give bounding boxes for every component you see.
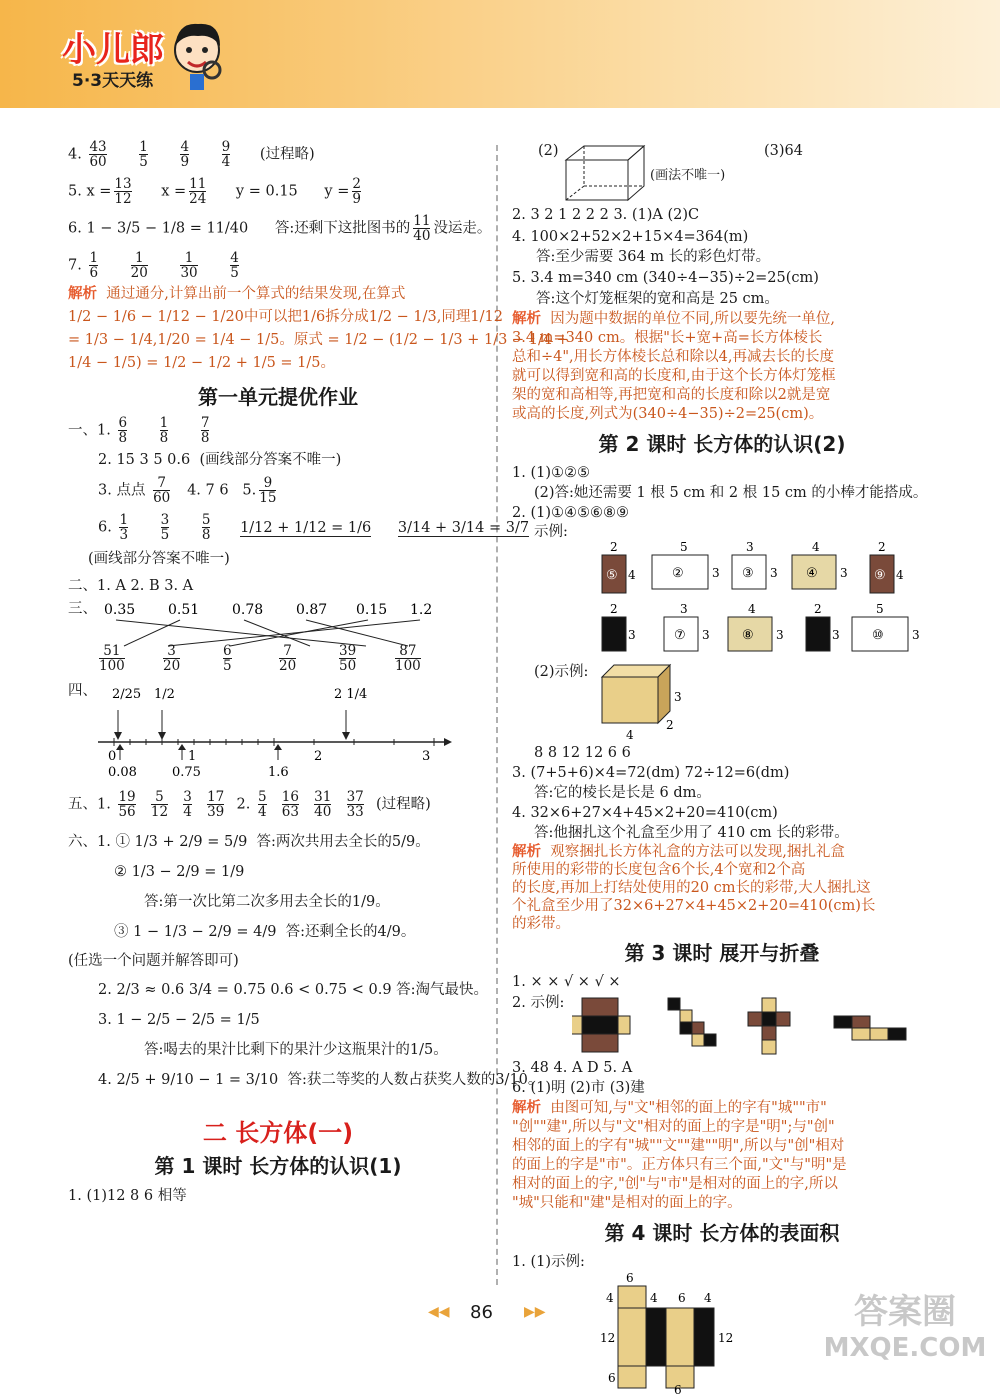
svg-text:2: 2 xyxy=(814,602,822,616)
match-bottom-1: $\frac{3}{20}$ xyxy=(163,643,181,674)
svg-text:3: 3 xyxy=(712,566,720,580)
svg-text:⑧: ⑧ xyxy=(742,628,754,643)
r-q5-answer: 答:这个灯笼框架的宽和高是 25 cm。 xyxy=(536,291,779,307)
match-bottom-0: $\frac{51}{100}$ xyxy=(99,643,125,674)
answer-6: 6. 1 − 3/5 − 1/8 = 11/40 答:还剩下这批图书的 $\frac{11}{40}$ 没运走。 xyxy=(68,213,492,244)
nl-axis-2: 2 xyxy=(314,749,323,764)
svg-text:3: 3 xyxy=(840,566,848,580)
l3-q6: 6. (1)明 (2)市 (3)建 xyxy=(512,1080,645,1096)
l2-q4-answer: 答:他捆扎这个礼盒至少用了 410 cm 长的彩带。 xyxy=(534,825,849,841)
face-9 xyxy=(870,541,904,593)
unit1-q3: 3. 点点 $\frac{7}{60}$ 4. 7 6 5. $\frac{9}{15}$ xyxy=(98,475,277,506)
nl-axis-0: 0 xyxy=(108,749,117,764)
l2-q4: 4. 32×6+27×4+45×2+20=410(cm) xyxy=(512,805,778,821)
svg-text:3: 3 xyxy=(832,628,840,642)
brand-logo: 小儿郎 xyxy=(62,30,164,70)
lesson1-q1: 1. (1)12 8 6 相等 xyxy=(68,1188,187,1204)
svg-text:3: 3 xyxy=(680,602,688,616)
nl-below-1: 0.75 xyxy=(172,765,201,780)
answer-7: 7. $\frac{1}{6}$ $\frac{1}{20}$ $\frac{1}{30}$ $\frac{4}{5}$ xyxy=(68,250,239,281)
svg-text:4: 4 xyxy=(896,568,904,582)
section-title-unit2: 二 长方体(一) xyxy=(202,1119,354,1147)
svg-text:4: 4 xyxy=(628,568,636,582)
prev-page-icon: ◀◀ xyxy=(428,1304,450,1320)
svg-text:12: 12 xyxy=(718,1331,734,1345)
face-8 xyxy=(728,602,784,651)
svg-text:2: 2 xyxy=(610,602,618,616)
l2-q3-answer: 答:它的棱长是长是 6 dm。 xyxy=(534,785,711,801)
l3-q3: 3. 48 4. A D 5. A xyxy=(512,1060,633,1076)
l3-analysis: 解析 由图可知,与"文"相邻的面上的字有"城""市" "创""建",所以与"文"相对的面上的字是"明";与"创" 相邻的面上的字有"城""文""建""明",所以与"创"相对 的面上的字是"市"。正方体只有三个面,"文"与"明"是 相对的面上的字,"创"与"市"是相对的面上的字,所以 "城"只能和"建"是相对的面上的字。 xyxy=(512,1099,847,1211)
unit1-q1: 一、1. $\frac{6}{8}$ $\frac{1}{8}$ $\frac{7}{8}$ xyxy=(68,415,210,446)
svg-text:4: 4 xyxy=(626,728,634,742)
match-top-1: 0.51 xyxy=(168,602,200,618)
cuboid-icon xyxy=(564,144,654,204)
l2-q2: 2. (1)①④⑤⑥⑧⑨ xyxy=(512,505,629,521)
r-q4: 4. 100×2+52×2+15×4=364(m) xyxy=(512,229,749,245)
cube-nets xyxy=(572,994,932,1060)
svg-text:4: 4 xyxy=(704,1291,712,1305)
analysis-block: 解析 通过通分,计算出前一个算式的结果发现,在算式 1/2 − 1/6 − 1/12 − 1/20中可以把1/6拆分成1/2 − 1/3,同理1/12 = 1/3 − 1/4,1/20 = 1/4 − 1/5。原式 = 1/2 − (1/2 − 1/3 + 1/3 − 1/4 + 1/4 − 1/5) = 1/2 − 1/2 + 1/5 = 1/5。 xyxy=(68,285,569,371)
right-column xyxy=(512,140,932,1394)
svg-text:5: 5 xyxy=(680,541,688,554)
l2-q1: 1. (1)①②⑤ xyxy=(512,465,590,481)
lesson4-title: 第 4 课时 长方体的表面积 xyxy=(604,1221,840,1245)
svg-text:②: ② xyxy=(672,566,684,581)
match-top-4: 0.15 xyxy=(356,602,388,618)
r-q2: 2. 3 2 1 2 2 2 3. (1)A (2)C xyxy=(512,207,700,223)
matching-section: 三、 0.35 0.51 0.78 0.87 0.15 1.2 $\frac{51}{100}$ $\frac{3}{20}$ $\frac{6}{5}$ $\frac{7}{20}$ $\frac{39}{50}$ $\frac{87}{100}$ xyxy=(68,598,488,676)
svg-text:3: 3 xyxy=(776,628,784,642)
match-bottom-5: $\frac{87}{100}$ xyxy=(395,643,421,674)
page-header xyxy=(0,0,1000,108)
nl-above-2: 2 1/4 xyxy=(334,687,368,702)
unit1-section5: 五、1. $\frac{19}{56}$ $\frac{5}{12}$ $\frac{3}{4}$ $\frac{17}{39}$ 2. $\frac{5}{4}$ $\frac{16}{63}$ $\frac{31}{40}$ $\frac{37}{33}$ (过程略) xyxy=(68,789,431,820)
svg-text:6: 6 xyxy=(674,1383,682,1394)
face-7 xyxy=(664,602,710,651)
match-bottom-3: $\frac{7}{20}$ xyxy=(279,643,297,674)
svg-text:⑩: ⑩ xyxy=(872,628,884,643)
l4-q1: 1. (1)示例: xyxy=(512,1254,585,1270)
face-5 xyxy=(602,541,636,593)
fraction: $\frac{43}{60}$ xyxy=(89,139,107,170)
l2-q1b: (2)答:她还需要 1 根 5 cm 和 2 根 15 cm 的小棒才能搭成。 xyxy=(534,485,928,501)
r-q5-analysis: 解析 因为题中数据的单位不同,所以要先统一单位, 3.4 m=340 cm。根据"长+宽+高=长方体棱长 总和÷4",用长方体棱长总和除以4,再减去长的长度 就可以得到宽和高的长度和,由于这个长方体灯笼框 架的宽和高相等,再把宽和高的长度和除以2就是宽 或高的长度,列式为(340÷4−35)÷2=25(cm)。 xyxy=(512,310,836,422)
number-line-section: 四、 2/25 1/2 2 1/4 0 1 2 3 0.08 0.75 1.6 xyxy=(68,680,488,780)
unit1-q2: 2. 15 3 5 0.6 (画线部分答案不唯一) xyxy=(98,452,342,468)
answer-4: 4. $\frac{43}{60}$ $\frac{1}{5}$ $\frac{4}{9}$ $\frac{9}{4}$ (过程略) xyxy=(68,139,315,170)
r-q5: 5. 3.4 m=340 cm (340÷4−35)÷2=25(cm) xyxy=(512,270,819,286)
number-line xyxy=(88,680,468,780)
face-3 xyxy=(732,541,778,589)
lesson3-title: 第 3 课时 展开与折叠 xyxy=(624,941,820,965)
brand-subtitle: 5·3天天练 xyxy=(72,71,154,91)
l2-q2b-row: (2)示例: 3 2 4 xyxy=(512,661,932,743)
mascot-icon xyxy=(168,16,226,92)
match-top-2: 0.78 xyxy=(232,602,264,618)
svg-text:3: 3 xyxy=(912,628,920,642)
fraction: $\frac{1}{5}$ xyxy=(139,139,148,170)
svg-text:6: 6 xyxy=(608,1371,616,1385)
section-title-unit1: 第一单元提优作业 xyxy=(198,385,358,409)
svg-text:12: 12 xyxy=(600,1331,616,1345)
faces-diagram xyxy=(512,541,932,661)
svg-text:⑨: ⑨ xyxy=(874,568,886,583)
l2-nums: 8 8 12 12 6 6 xyxy=(534,745,631,761)
lesson2-title: 第 2 课时 长方体的认识(2) xyxy=(598,432,846,456)
nl-below-0: 0.08 xyxy=(108,765,137,780)
l3-q2-row: 2. 示例: xyxy=(512,992,932,1058)
face-2 xyxy=(652,541,720,589)
svg-text:4: 4 xyxy=(748,602,756,616)
unit1-note: (画线部分答案不唯一) xyxy=(88,551,230,567)
face-4 xyxy=(792,541,848,589)
svg-text:③: ③ xyxy=(742,566,754,581)
l2-example: 示例: xyxy=(534,524,568,540)
svg-text:4: 4 xyxy=(606,1291,614,1305)
unit1-section6: 六、1. ① 1/3 + 2/9 = 5/9 答:两次共用去全长的5/9。 ② 1/3 − 2/9 = 1/9 答:第一次比第二次多用去全长的1/9。 ③ 1 − 1/3 − 2/9 = 4/9 答:还剩全长的4/9。 (任选一个问题并解答即可) 2. 2/3 ≈ 0.6 3/4 = 0.75 0.6 < 0.75 < 0.9 答:淘气最快。 3. 1 − 2/5 − 2/5 = 1/5 答:喝去的果汁比剩下的果汁少这瓶果汁的1/5。 4. 2/5 + 9/10 − 1 = 3/10 答:获二等奖的人数占获奖人数的3/10。 xyxy=(68,834,543,1088)
match-top-0: 0.35 xyxy=(104,602,136,618)
match-top-3: 0.87 xyxy=(296,602,328,618)
svg-text:3: 3 xyxy=(674,690,682,704)
svg-text:4: 4 xyxy=(812,541,820,554)
match-bottom-4: $\frac{39}{50}$ xyxy=(339,643,357,674)
svg-text:6: 6 xyxy=(626,1272,634,1285)
svg-text:2: 2 xyxy=(610,541,618,554)
nl-above-1: 1/2 xyxy=(154,687,175,702)
nl-axis-1: 1 xyxy=(188,749,197,764)
svg-text:4: 4 xyxy=(650,1291,658,1305)
answer-5: 5. x = $\frac{13}{12}$ x = $\frac{11}{24}$ y = 0.15 y = $\frac{2}{9}$ xyxy=(68,176,361,207)
l2-q3: 3. (7+5+6)×4=72(dm) 72÷12=6(dm) xyxy=(512,765,790,781)
match-bottom-2: $\frac{6}{5}$ xyxy=(223,643,232,674)
l2-analysis: 解析 观察捆扎长方体礼盒的方法可以发现,捆扎礼盒 所使用的彩带的长度包含6个长,4个宽和2个高 的长度,再加上打结处使用的20 cm长的彩带,大人捆扎这 个礼盒至少用了32×6+27×4+45×2+20=410(cm)长 的彩带。 xyxy=(512,843,876,932)
watermark: 答案圈 MXQE.COM xyxy=(823,1292,987,1363)
page-number: 86 xyxy=(470,1302,493,1323)
svg-text:5: 5 xyxy=(876,602,884,616)
nl-axis-3: 3 xyxy=(422,749,431,764)
svg-text:6: 6 xyxy=(678,1291,686,1305)
unit1-q6: 6. $\frac{1}{3}$ $\frac{3}{5}$ $\frac{5}{8}$ 1/12 + 1/12 = 1/6 3/14 + 3/14 = 3/7 xyxy=(98,512,530,543)
svg-text:3: 3 xyxy=(628,628,636,642)
nl-below-2: 1.6 xyxy=(268,765,289,780)
svg-text:⑤: ⑤ xyxy=(606,568,618,583)
unit1-section2: 二、1. A 2. B 3. A xyxy=(68,578,194,594)
svg-text:2: 2 xyxy=(666,718,674,732)
r-q4-answer: 答:至少需要 364 m 长的彩色灯带。 xyxy=(536,249,771,265)
lesson1-title: 第 1 课时 长方体的认识(1) xyxy=(154,1154,402,1178)
face-6 xyxy=(806,602,840,651)
box-icon xyxy=(596,663,706,743)
match-top-5: 1.2 xyxy=(410,602,433,618)
next-page-icon: ▶▶ xyxy=(524,1304,546,1320)
l3-q1: 1. × × √ × √ × xyxy=(512,974,621,990)
fraction: $\frac{9}{4}$ xyxy=(221,139,231,170)
svg-text:2: 2 xyxy=(878,541,886,554)
svg-text:3: 3 xyxy=(746,541,754,554)
cuboid-drawing-row: (2) (画法不唯一) (3)64 xyxy=(512,140,932,204)
svg-text:3: 3 xyxy=(770,566,778,580)
face-10 xyxy=(852,602,920,651)
face-1 xyxy=(602,602,636,651)
svg-text:⑦: ⑦ xyxy=(674,628,686,643)
svg-text:④: ④ xyxy=(806,566,818,581)
svg-text:3: 3 xyxy=(702,628,710,642)
fraction: $\frac{4}{9}$ xyxy=(180,139,190,170)
nl-above-0: 2/25 xyxy=(112,687,142,702)
